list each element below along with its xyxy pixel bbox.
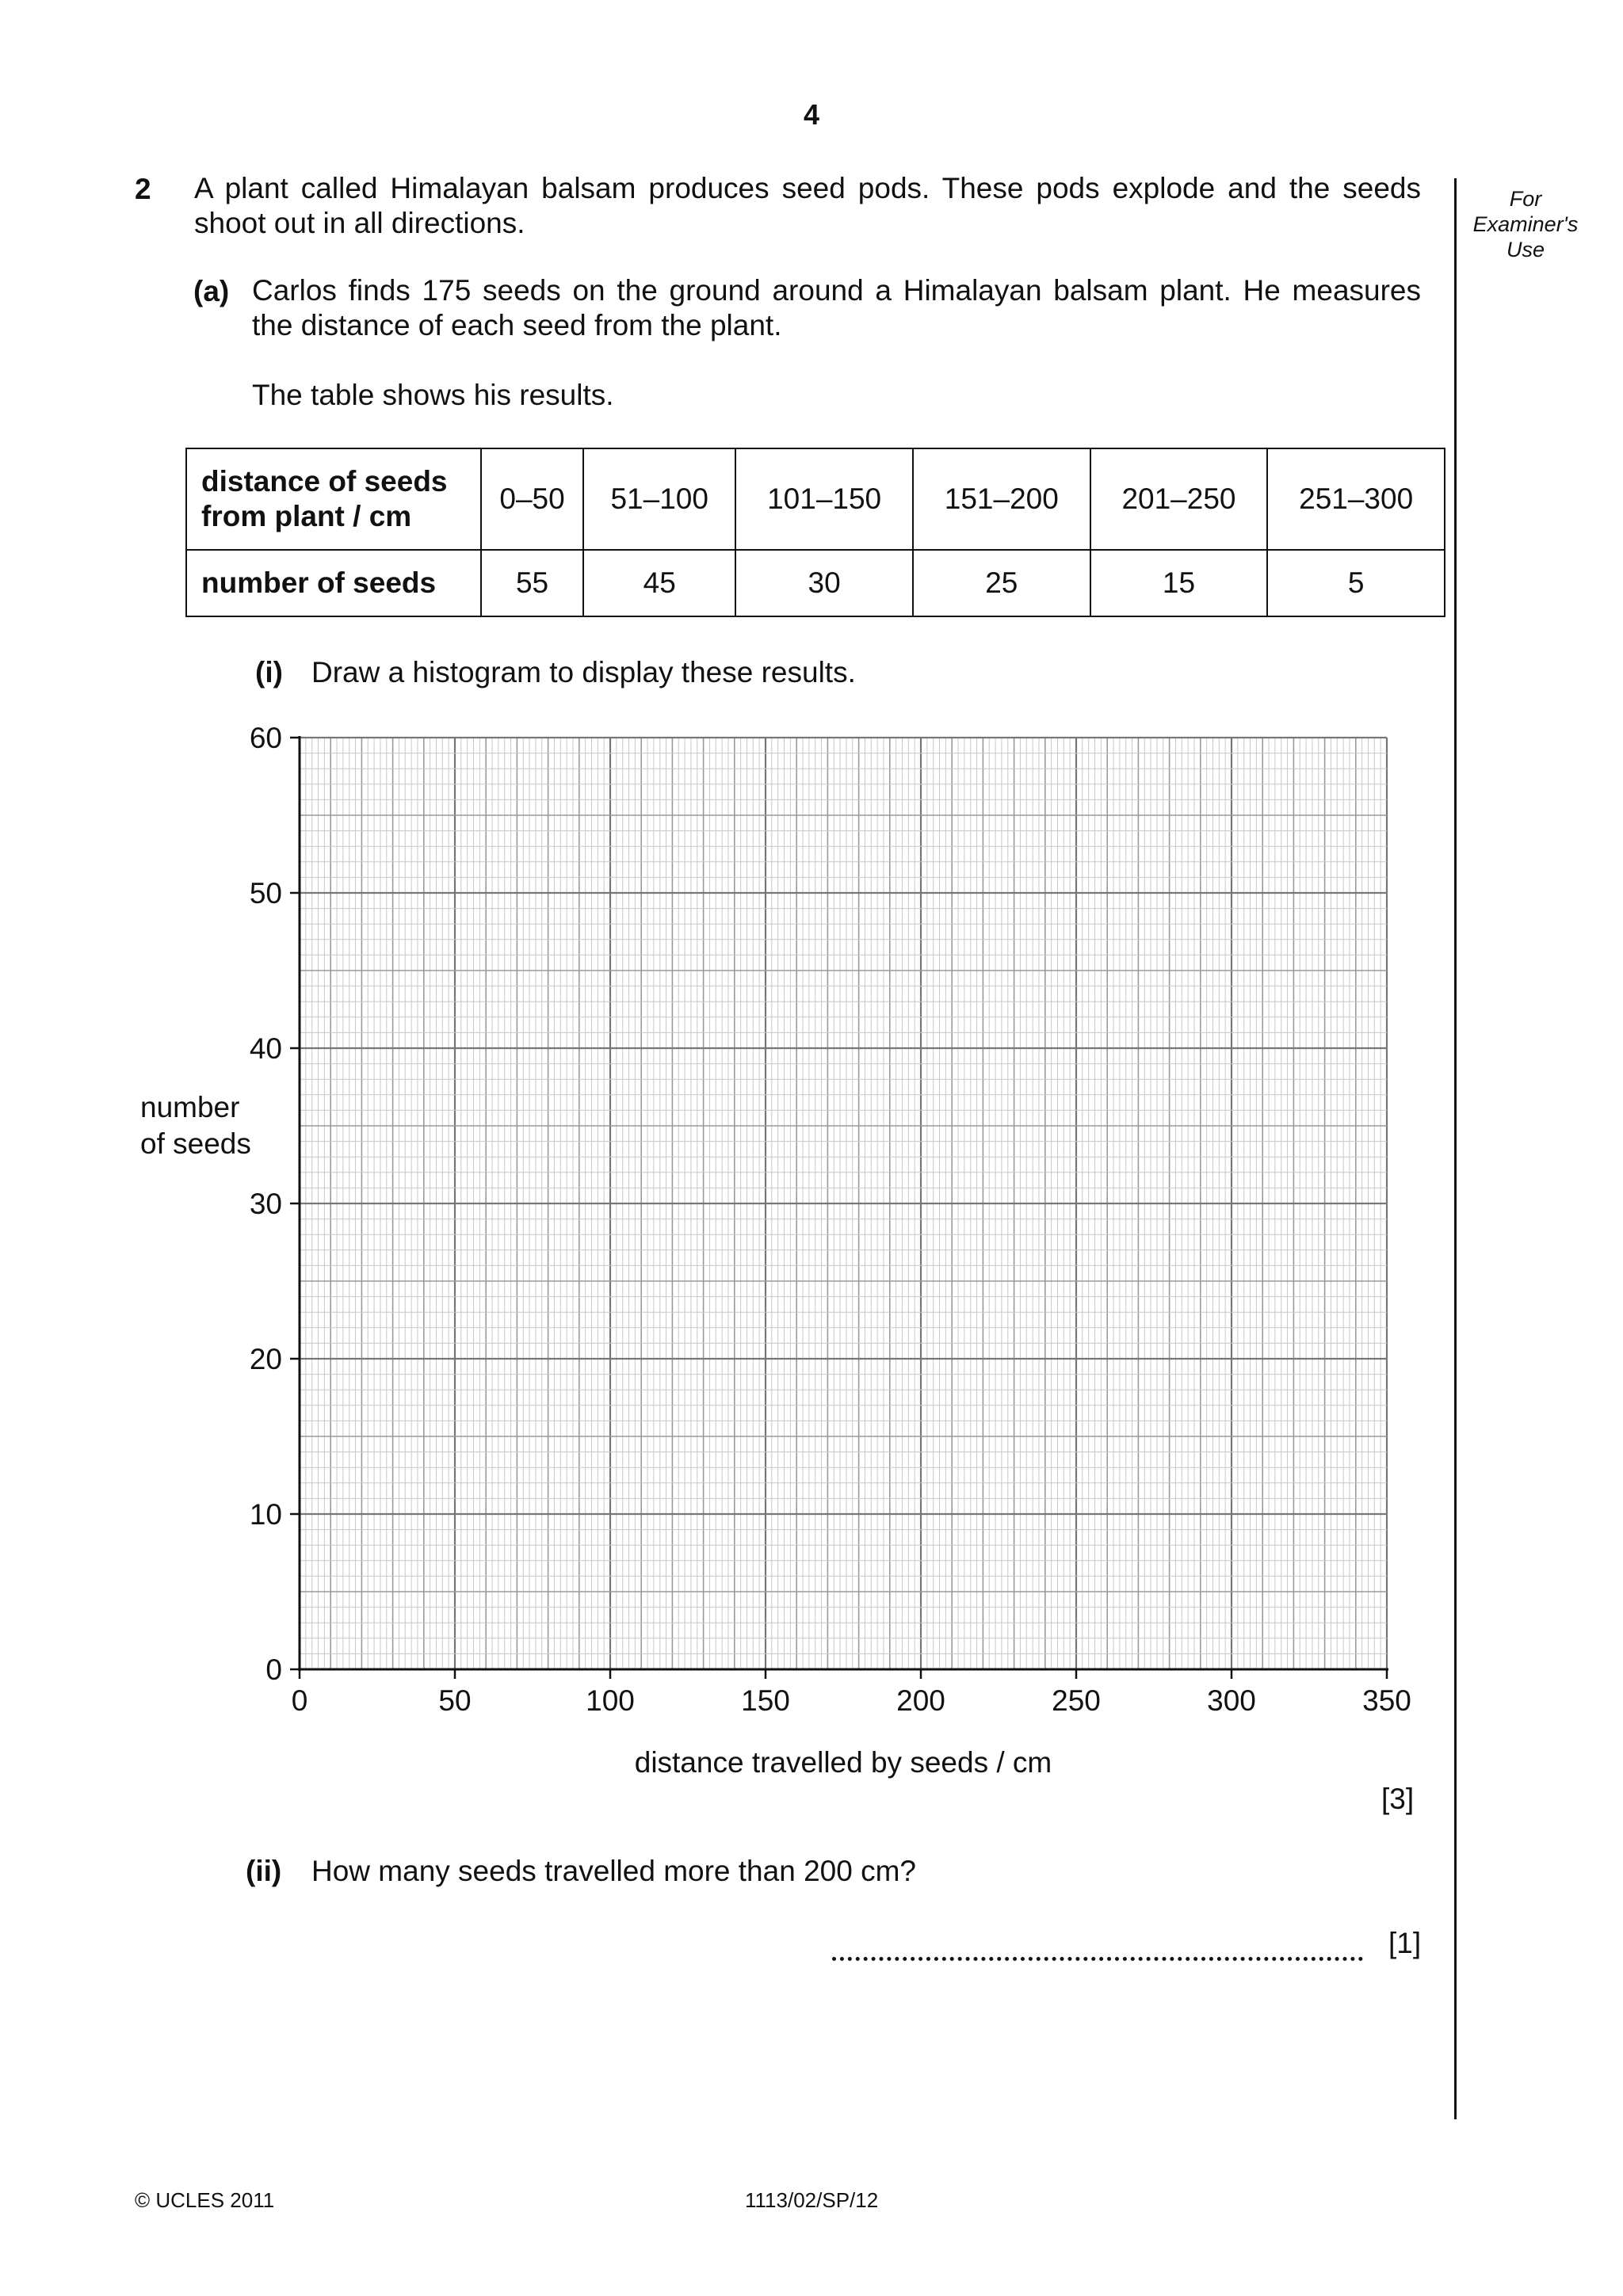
y-tick-label: 20 [249,1343,282,1375]
part-i-label: (i) [255,656,283,688]
x-tick-label: 0 [291,1684,308,1717]
table-cell: 151–200 [913,448,1090,550]
row-header-line: distance of seeds [201,465,448,498]
y-axis-label-line: number [140,1091,240,1123]
x-tick-label: 300 [1207,1684,1256,1717]
y-tick-label: 10 [249,1498,282,1531]
y-tick-label: 30 [249,1188,282,1220]
x-axis-label: distance travelled by seeds / cm [634,1746,1052,1779]
table-cell: 101–150 [735,448,913,550]
table-cell: 5 [1267,550,1445,616]
part-a-label: (a) [193,275,230,307]
part-a-text: Carlos finds 175 seeds on the ground around a Himalayan balsam plant. He measures the distance of each seed from the plant. [252,274,1421,341]
row-header-count: number of seeds [186,550,481,616]
y-tick-label: 0 [265,1653,282,1686]
table-cell: 45 [583,550,735,616]
question-text: A plant called Himalayan balsam produces seed pods. These pods explode and the seeds shoot out in all directions. [194,172,1421,239]
row-header-line: from plant / cm [201,500,412,532]
part-i-marks: [3] [1381,1783,1415,1815]
x-tick-label: 100 [586,1684,635,1717]
examiner-label-line: For [1509,187,1542,211]
y-tick-label: 40 [249,1032,282,1065]
footer-code: 1113/02/SP/12 [745,2188,879,2212]
x-tick-label: 200 [896,1684,945,1717]
table-cell: 55 [481,550,583,616]
footer-copyright: © UCLES 2011 [135,2188,275,2212]
table-cell: 15 [1090,550,1268,616]
examiner-label-line: Use [1506,238,1545,261]
x-tick-label: 150 [741,1684,790,1717]
table-intro: The table shows his results. [252,379,614,411]
table-cell: 25 [913,550,1090,616]
y-tick-label: 60 [249,722,282,754]
part-ii-label: (ii) [246,1855,282,1887]
table-cell: 0–50 [481,448,583,550]
page-number: 4 [803,98,820,131]
examiner-label-line: Examiner's [1472,212,1579,236]
table-cell: 51–100 [583,448,735,550]
question-number: 2 [135,173,151,205]
part-ii-text: How many seeds travelled more than 200 cm? [311,1855,916,1887]
part-ii-marks: [1] [1388,1927,1422,1959]
answer-line[interactable] [832,1957,1363,1961]
table-cell: 251–300 [1267,448,1445,550]
x-tick-label: 250 [1052,1684,1101,1717]
table-cell: 30 [735,550,913,616]
y-axis-label-line: of seeds [140,1127,251,1160]
y-tick-label: 50 [249,877,282,910]
x-tick-label: 350 [1362,1684,1411,1717]
x-tick-label: 50 [438,1684,472,1717]
table-cell: 201–250 [1090,448,1268,550]
part-i-text: Draw a histogram to display these results. [311,656,856,688]
